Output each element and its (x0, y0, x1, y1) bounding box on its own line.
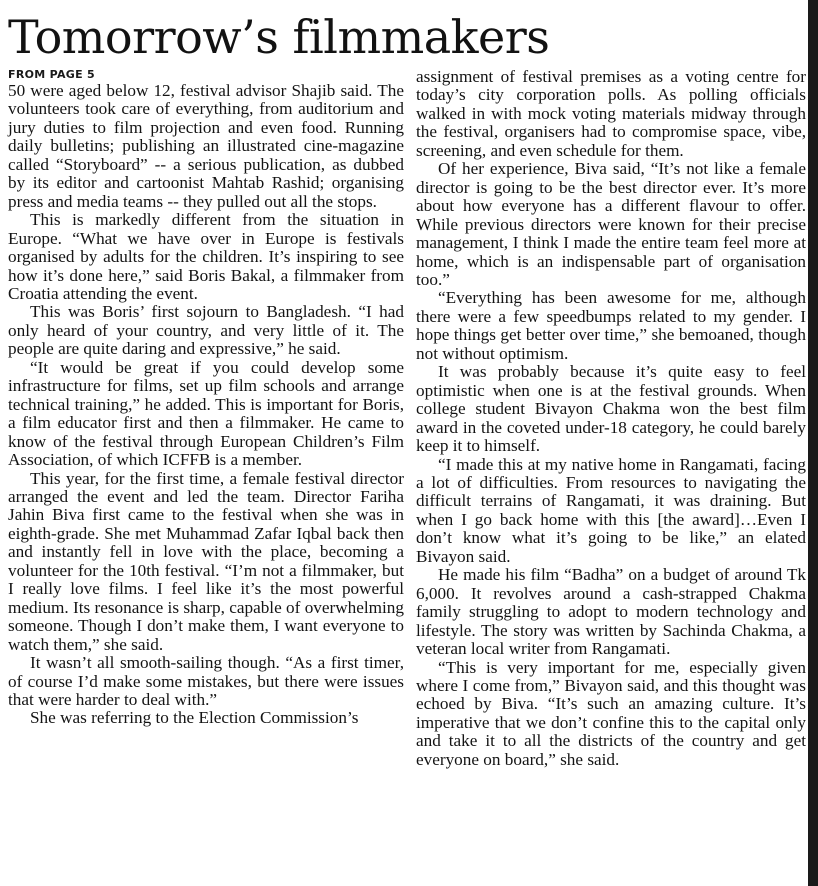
page-edge-border (808, 0, 818, 886)
headline: Tomorrow’s filmmakers (8, 10, 550, 64)
article-paragraph: It wasn’t all smooth-sailing though. “As a first timer, of course I’d make some mistakes, but there were issues that were harder to deal with.” (8, 653, 404, 709)
article-paragraph: 50 were aged below 12, festival advisor Shajib said. The volunteers took care of everything, from auditorium and jury duties to film projection and even food. Running daily bulletins; publishing an illustrated cine-magazine called “Storyboard” -- a serious publication, as dubbed by its editor and cartoonist Mahtab Rashid; organising press and media teams -- they pulled out all the stops. (8, 81, 404, 211)
article-paragraph: He made his film “Badha” on a budget of around Tk 6,000. It revolves around a cash-strapped Chakma family struggling to adopt to modern technology and lifestyle. The story was written by Sachinda Chakma, a veteran local writer from Rangamati. (416, 565, 806, 659)
article-paragraph: This is markedly different from the situation in Europe. “What we have over in Europe is festivals organised by adults for the children. It’s inspiring to see how it’s done here,” said Boris Bakal, a filmmaker from Croatia attending the event. (8, 210, 404, 303)
article-paragraph: Of her experience, Biva said, “It’s not like a female director is going to be the best director ever. It’s more about how everyone has a different flavour to offer. While previous directors were known for their precise management, I think I made the entire team feel more at home, which is an indispensable part of organisation too.” (416, 159, 806, 289)
article-paragraph: “Everything has been awesome for me, although there were a few speedbumps related to my gender. I hope things get better over time,” she bemoaned, though not without optimism. (416, 288, 806, 363)
article-paragraph: It was probably because it’s quite easy to feel optimistic when one is at the festival grounds. When college student Bivayon Chakma won the best film award in the coveted under-18 category, he could barely keep it to himself. (416, 362, 806, 456)
article-column-right (416, 68, 806, 769)
continuation-label: FROM PAGE 5 (8, 68, 96, 81)
article-paragraph: “This is very important for me, especially given where I come from,” Bivayon said, and this thought was echoed by Biva. “It’s such an amazing culture. It’s imperative that we don’t confine this to the capital only and take it to all the districts of the country and get everyone on board,” she said. (416, 657, 806, 769)
article-paragraph: assignment of festival premises as a voting centre for today’s city corporation polls. As polling officials walked in with mock voting materials midway through the festival, organisers had to compromise space, vibe, screening, and even schedule for them. (416, 67, 806, 160)
article-paragraph: “It would be great if you could develop some infrastructure for films, set up film schools and arrange technical training,” he added. This is important for Boris, a film educator first and then a filmmaker. He came to know of the festival through European Children’s Film Association, of which ICFFB is a member. (8, 357, 404, 470)
article-paragraph: She was referring to the Election Commission’s (30, 708, 359, 728)
article-column-left (8, 68, 404, 728)
article-paragraph: This year, for the first time, a female festival director arranged the event and led the team. Director Fariha Jahin Biva first came to the festival when she was in eighth-grade. She met Muhammad Zafar Iqbal back then and instantly fell in love with the place, becoming a volunteer for the 10th festival. “I’m not a filmmaker, but I really love films. I feel like it’s the most powerful medium. Its resonance is sharp, capable of overwhelming someone. Though I don’t make them, I want everyone to watch them,” she said. (8, 468, 404, 654)
article-paragraph: “I made this at my native home in Rangamati, facing a lot of difficulties. From resources to navigating the difficult terrains of Rangamati, it was draining. But when I go back home with this [the award]…Even I don’t know what it’s going to be like,” an elated Bivayon said. (416, 454, 806, 566)
article-paragraph: This was Boris’ first sojourn to Bangladesh. “I had only heard of your country, and very little of it. The people are quite daring and expressive,” he said. (8, 302, 404, 359)
